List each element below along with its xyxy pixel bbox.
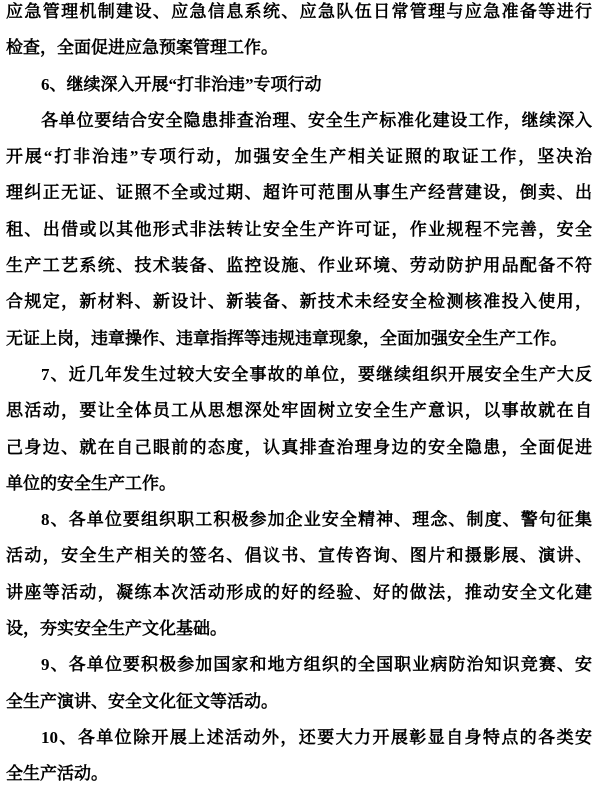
para-item-6-body <box>6 103 592 357</box>
text-line: 合规定，新材料、新设计、新装备、新技术未经安全检测核准投入使用， <box>6 292 592 312</box>
text-line: 单位的安全生产工作。 <box>6 473 176 493</box>
para-item-8 <box>6 502 592 647</box>
text-block <box>6 0 592 790</box>
text-line: 无证上岗，违章操作、违章指挥等违规违章现象，全面加强安全生产工作。 <box>6 328 567 348</box>
text-line: 检查，全面促进应急预案管理工作。 <box>6 38 278 58</box>
text-line: 租、出借或以其他形式非法转让安全生产许可证，作业规程不完善，安全 <box>6 219 592 239</box>
text-line: 7、近几年发生过较大安全事故的单位，要继续组织开展安全生产大反 <box>41 364 592 384</box>
text-line: 全生产活动。 <box>6 764 108 784</box>
text-line: 思活动，要让全体员工从思想深处牢固树立安全生产意识，以事故就在自 <box>6 401 592 421</box>
text-line: 应急管理机制建设、应急信息系统、应急队伍日常管理与应急准备等进行 <box>6 2 592 21</box>
text-line: 8、各单位要组织职工积极参加企业安全精神、理念、制度、警句征集 <box>41 510 592 530</box>
heading-item-6 <box>6 67 592 103</box>
para-item-10 <box>6 720 592 790</box>
text-line: 生产工艺系统、技术装备、监控设施、作业环境、劳动防护用品配备不符 <box>6 256 592 276</box>
text-line: 各单位要结合安全隐患排查治理、安全生产标准化建设工作，继续深入 <box>41 110 592 130</box>
para-emergency-plan-continuation <box>6 0 592 67</box>
para-item-7 <box>6 357 592 502</box>
text-line: 全生产演讲、安全文化征文等活动。 <box>6 691 278 711</box>
text-line: 10、各单位除开展上述活动外，还要大力开展彰显自身特点的各类安 <box>41 727 592 747</box>
text-line: 活动，安全生产相关的签名、倡议书、宣传咨询、图片和摄影展、演讲、 <box>6 546 592 566</box>
text-line: 设，夯实安全生产文化基础。 <box>6 619 227 639</box>
text-line: 理纠正无证、证照不全或过期、超许可范围从事生产经营建设，倒卖、出 <box>6 183 592 203</box>
para-item-9 <box>6 647 592 720</box>
text-line: 己身边、就在自己眼前的态度，认真排查治理身边的安全隐患，全面促进 <box>6 437 592 457</box>
text-line: 6、继续深入开展“打非治违”专项行动 <box>41 74 322 94</box>
text-line: 9、各单位要积极参加国家和地方组织的全国职业病防治知识竞赛、安 <box>41 655 592 675</box>
text-line: 开展“打非治违”专项行动，加强安全生产相关证照的取证工作，坚决治 <box>6 147 592 167</box>
text-line: 讲座等活动，凝练本次活动形成的好的经验、好的做法，推动安全文化建 <box>6 582 592 602</box>
